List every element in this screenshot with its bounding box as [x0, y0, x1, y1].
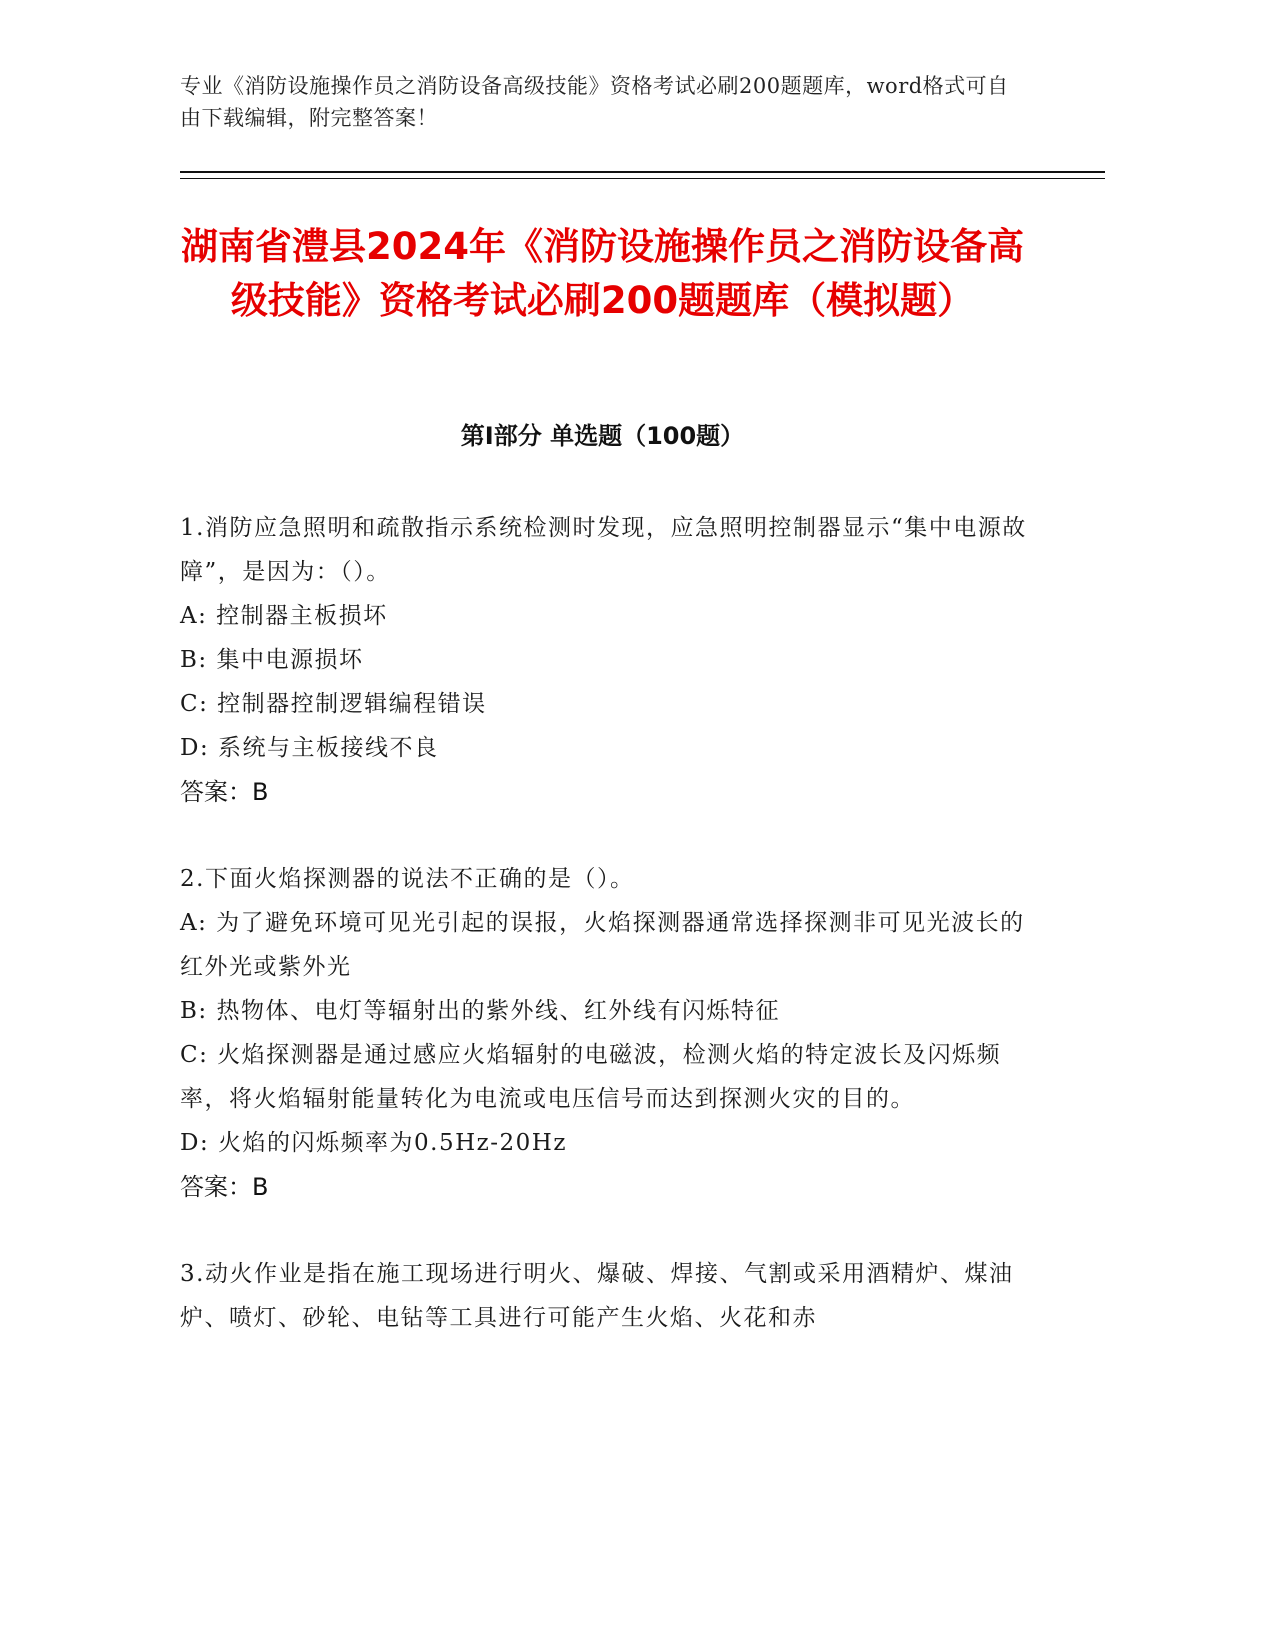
option-b: B: 集中电源损坏 — [180, 647, 364, 673]
answer-line: 答案：B — [180, 778, 269, 806]
question-stem: 2.下面火焰探测器的说法不正确的是（）。 — [180, 866, 635, 892]
option-b: B: 热物体、电灯等辐射出的紫外线、红外线有闪烁特征 — [180, 998, 780, 1024]
option-a: A: 控制器主板损坏 — [180, 603, 388, 629]
option-d: D: 火焰的闪烁频率为0.5Hz-20Hz — [180, 1130, 567, 1156]
question-1 — [180, 506, 1040, 814]
section-heading: 第I部分 单选题（100题） — [460, 422, 745, 450]
option-d: D: 系统与主板接线不良 — [180, 735, 439, 761]
question-stem: 1.消防应急照明和疏散指示系统检测时发现，应急照明控制器显示“集中电源故障”，是因为：（）。 — [180, 515, 1027, 585]
option-c: C: 控制器控制逻辑编程错误 — [180, 691, 487, 717]
document-title: 湖南省澧县2024年《消防设施操作员之消防设备高级技能》资格考试必刷200题题库（模拟题） — [181, 225, 1024, 322]
question-list — [180, 506, 1040, 1383]
document-page — [180, 0, 1105, 1650]
question-stem: 3.动火作业是指在施工现场进行明火、爆破、焊接、气割或采用酒精炉、煤油炉、喷灯、砂轮、电钻等工具进行可能产生火焰、火花和赤 — [180, 1261, 1014, 1331]
question-2 — [180, 857, 1040, 1209]
option-a: A: 为了避免环境可见光引起的误报，火焰探测器通常选择探测非可见光波长的红外光或紫外光 — [180, 910, 1025, 980]
header-note: 专业《消防设施操作员之消防设备高级技能》资格考试必刷200题题库，word格式可自由下载编辑，附完整答案！ — [180, 74, 1009, 130]
question-3 — [180, 1252, 1040, 1340]
header-divider-thick — [180, 171, 1105, 173]
answer-line: 答案：B — [180, 1173, 269, 1201]
option-c: C: 火焰探测器是通过感应火焰辐射的电磁波，检测火焰的特定波长及闪烁频率，将火焰辐射能量转化为电流或电压信号而达到探测火灾的目的。 — [180, 1042, 1002, 1112]
header-divider-thin — [180, 178, 1105, 179]
